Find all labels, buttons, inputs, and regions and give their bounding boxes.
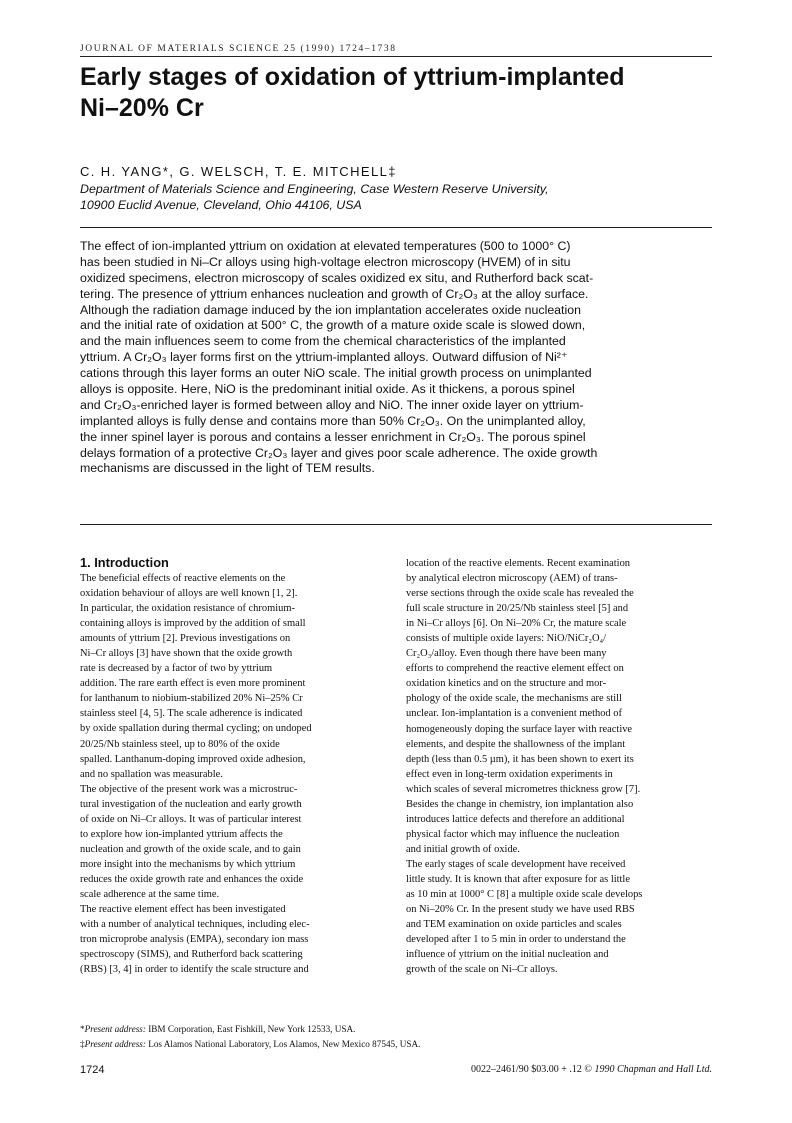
- text-line: nucleation and growth of the oxide scale, and to gain: [80, 843, 301, 855]
- text-line: The beneficial effects of reactive elements on the: [80, 573, 286, 584]
- journal-header: JOURNAL OF MATERIALS SCIENCE 25 (1990) 1724–1738: [80, 44, 397, 54]
- title-line: Ni–20% Cr: [80, 94, 204, 122]
- text-line: stainless steel [4, 5]. The scale adherence is indicated: [80, 708, 303, 720]
- text-line: introduces lattice defects and therefore an additional: [406, 813, 625, 825]
- text-line: The reactive element effect has been investigated: [80, 904, 286, 916]
- text-line: and Cr₂O₃-enriched layer is formed between alloy and NiO. The inner oxide layer on yttrium-: [80, 397, 584, 412]
- text-line: reduces the oxide growth rate and enhances the oxide: [80, 873, 304, 885]
- text-line: tron microprobe analysis (EMPA), secondary ion mass: [80, 934, 309, 946]
- text-line: more insight into the mechanisms by which yttrium: [80, 858, 296, 870]
- text-line: tering. The presence of yttrium enhances nucleation and growth of Cr₂O₃ at the alloy surface.: [80, 286, 589, 301]
- text-line: and TEM examination on oxide particles and scales: [406, 919, 622, 931]
- footnote: [80, 1039, 420, 1049]
- abstract-top-rule: [80, 227, 712, 228]
- text-line: to explore how ion-implanted yttrium affects the: [80, 828, 283, 840]
- text-line: addition. The rare earth effect is even more prominent: [80, 678, 306, 690]
- text-line: growth of the scale on Ni–Cr alloys.: [406, 964, 558, 976]
- affiliation-line: 10900 Euclid Avenue, Cleveland, Ohio 44106, USA: [80, 198, 362, 212]
- text-line: influence of yttrium on the initial nucleation and: [406, 949, 609, 961]
- text-line: amounts of yttrium [2]. Previous investigations on: [80, 633, 291, 645]
- text-line: implanted alloys is fully dense and contains more than 50% Cr₂O₃. On the unimplanted alloy,: [80, 413, 586, 428]
- text-line: alloys is opposite. Here, NiO is the predominant initial oxide. As it thickens, a porous spinel: [80, 382, 575, 397]
- text-line: Although the radiation damage induced by the ion implantation accelerates oxide nucleation: [80, 302, 581, 317]
- text-line: which scales of several micrometres thickness grow [7].: [406, 783, 641, 795]
- text-line: The effect of ion-implanted yttrium on oxidation at elevated temperatures (500 to 1000° C): [80, 239, 571, 253]
- text-line: oxidation behaviour of alloys are well known [1, 2].: [80, 588, 298, 600]
- text-line: on Ni–20% Cr. In the present study we have used RBS: [406, 904, 635, 916]
- text-line: location of the reactive elements. Recent examination: [406, 558, 631, 569]
- text-line: spectroscopy (SIMS), and Rutherford back scattering: [80, 949, 303, 961]
- text-line: oxidation kinetics and on the structure and mor-: [406, 678, 607, 690]
- text-line: Cr₂O₃/alloy. Even though there have been many: [406, 648, 607, 660]
- text-line: and the initial rate of oxidation at 500° C, the growth of a mature oxide scale is slowed down,: [80, 318, 586, 333]
- text-line: delays formation of a protective Cr₂O₃ layer and gives poor scale adherence. The oxide growth: [80, 445, 598, 460]
- text-line: The early stages of scale development have received: [406, 858, 626, 870]
- text-line: rate is decreased by a factor of two by yttrium: [80, 663, 273, 675]
- footnote-text: Los Alamos National Laboratory, Los Alamos, New Mexico 87545, USA.: [145, 1039, 421, 1049]
- paper-title: [80, 62, 720, 124]
- text-line: and no spallation was measurable.: [80, 768, 223, 780]
- text-line: yttrium. A Cr₂O₃ layer forms first on the yttrium-implanted alloys. Outward diffusion of Ni²⁺: [80, 350, 568, 365]
- text-line: and initial growth of oxide.: [406, 843, 520, 855]
- copyright-code: 0022–2461/90 $03.00 + .12 ©: [470, 1064, 592, 1075]
- affiliation: [80, 181, 720, 213]
- text-line: physical factor which may influence the nucleation: [406, 828, 620, 840]
- text-line: homogeneously doping the surface layer with reactive: [406, 723, 633, 735]
- affiliation-line: Department of Materials Science and Engineering, Case Western Reserve University,: [80, 182, 549, 196]
- text-line: consists of multiple oxide layers: NiO/NiCr₂O₄/: [406, 633, 607, 645]
- title-line: Early stages of oxidation of yttrium-implanted: [80, 63, 625, 91]
- abstract-bottom-rule: [80, 524, 712, 525]
- text-line: full scale structure in 20/25/Nb stainless steel [5] and: [406, 603, 629, 615]
- text-line: in Ni–Cr alloys [6]. On Ni–20% Cr, the mature scale: [406, 618, 627, 630]
- text-line: for lanthanum to niobium-stabilized 20% Ni–25% Cr: [80, 693, 303, 705]
- copyright-line: [471, 1064, 712, 1075]
- footnote-text: IBM Corporation, East Fishkill, New York 12533, USA.: [145, 1024, 356, 1034]
- text-line: tural investigation of the nucleation and early growth: [80, 798, 302, 810]
- text-line: little study. It is known that after exposure for as little: [406, 873, 630, 885]
- text-line: scale adherence at the same time.: [80, 888, 220, 900]
- text-line: effect even in long-term oxidation experiments in: [406, 768, 613, 780]
- section-heading: 1. Introduction: [80, 555, 169, 570]
- footnote-mark: ‡: [80, 1039, 85, 1049]
- text-line: Besides the change in chemistry, ion implantation also: [406, 798, 634, 810]
- text-line: and the main influences seem to come from the chemical characteristics of the implanted: [80, 334, 566, 349]
- text-line: mechanisms are discussed in the light of TEM results.: [80, 461, 375, 476]
- text-line: In particular, the oxidation resistance of chromium-: [80, 603, 295, 615]
- text-line: by oxide spallation during thermal cycling; on undoped: [80, 723, 312, 735]
- text-line: The objective of the present work was a microstruc-: [80, 783, 298, 795]
- text-line: Ni–Cr alloys [3] have shown that the oxide growth: [80, 648, 293, 660]
- text-line: of oxide on Ni–Cr alloys. It was of particular interest: [80, 813, 302, 825]
- text-line: containing alloys is improved by the addition of small: [80, 618, 306, 630]
- text-line: elements, and despite the shallowness of the implant: [406, 738, 626, 750]
- text-line: (RBS) [3, 4] in order to identify the scale structure and: [80, 964, 309, 976]
- header-rule: [80, 56, 712, 57]
- footnote: [80, 1024, 355, 1034]
- text-line: with a number of analytical techniques, including elec-: [80, 919, 310, 931]
- body-column-left: [80, 571, 386, 977]
- page-number: 1724: [80, 1064, 105, 1076]
- text-line: cations through this layer forms an outer NiO scale. The initial growth process on unimplanted: [80, 366, 592, 381]
- text-line: developed after 1 to 5 min in order to understand the: [406, 934, 626, 946]
- text-line: the inner spinel layer is porous and contains a lesser enrichment in Cr₂O₃. The porous spinel: [80, 429, 586, 444]
- body-column-right: [406, 556, 712, 977]
- text-line: unclear. Ion-implantation is a convenient method of: [406, 708, 622, 720]
- text-line: efforts to comprehend the reactive element effect on: [406, 663, 624, 675]
- text-line: oxidized specimens, electron microscopy of scales oxidized ex situ, and Rutherford back scat-: [80, 270, 594, 285]
- copyright-publisher: 1990 Chapman and Hall Ltd.: [594, 1064, 712, 1075]
- text-line: spalled. Lanthanum-doping improved oxide adhesion,: [80, 753, 306, 765]
- text-line: by analytical electron microscopy (AEM) of trans-: [406, 573, 618, 585]
- text-line: 20/25/Nb stainless steel, up to 80% of the oxide: [80, 738, 280, 750]
- text-line: as 10 min at 1000° C [8] a multiple oxide scale develops: [406, 889, 643, 901]
- text-line: verse sections through the oxide scale has revealed the: [406, 588, 634, 600]
- authors: C. H. YANG*, G. WELSCH, T. E. MITCHELL‡: [80, 164, 397, 179]
- text-line: has been studied in Ni–Cr alloys using high-voltage electron microscopy (HVEM) of in situ: [80, 254, 571, 269]
- footnote-label: Present address:: [84, 1039, 146, 1049]
- text-line: depth (less than 0.5 µm), it has been shown to exert its: [406, 753, 634, 765]
- abstract: [80, 239, 720, 477]
- text-line: phology of the oxide scale, the mechanisms are still: [406, 693, 622, 705]
- footnote-mark: *: [80, 1024, 85, 1034]
- footnote-label: Present address:: [84, 1024, 146, 1034]
